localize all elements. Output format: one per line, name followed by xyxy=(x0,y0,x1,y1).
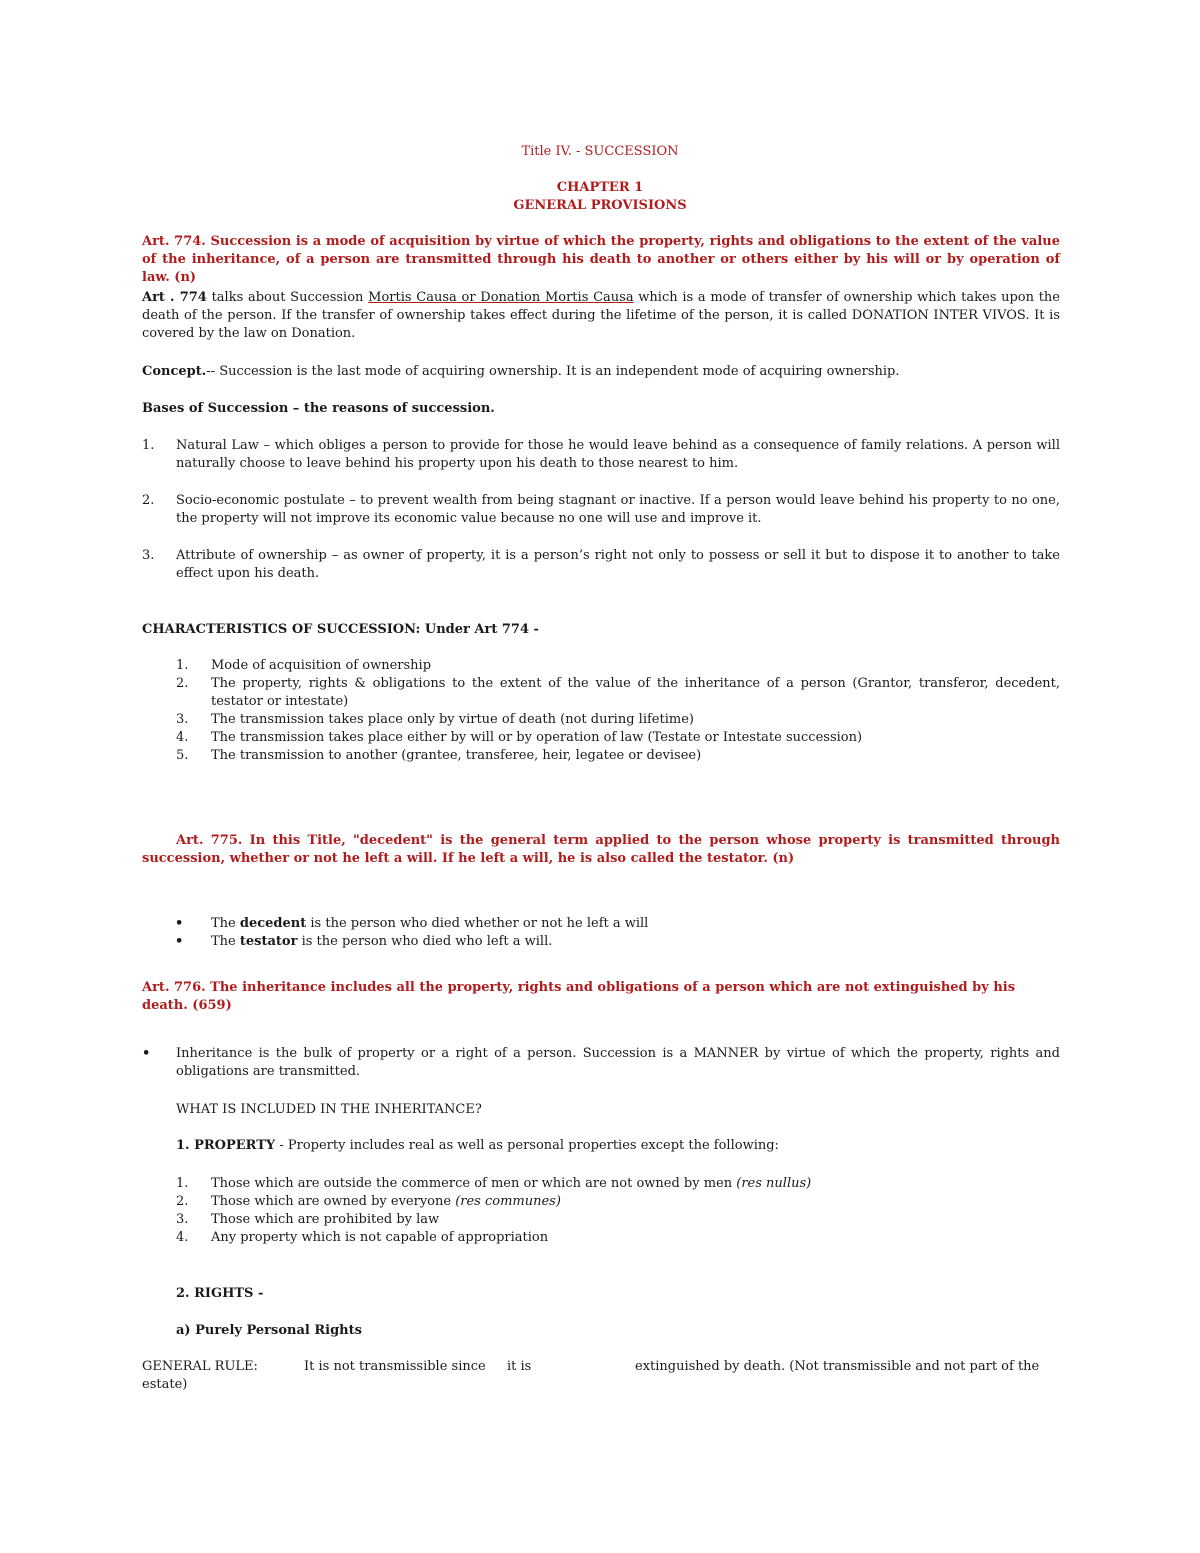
bases-item-number: 3. xyxy=(142,548,155,563)
included-heading: WHAT IS INCLUDED IN THE INHERITANCE? xyxy=(176,1102,482,1117)
testator-term: testator xyxy=(239,934,298,949)
bullet-icon: • xyxy=(175,934,184,949)
property-exceptions-list xyxy=(142,1175,1060,1247)
characteristics-list xyxy=(142,657,1060,765)
rights-heading: 2. RIGHTS - xyxy=(176,1286,264,1301)
donation-mortis-causa-term: Donation Mortis Causa xyxy=(480,290,634,305)
list-item: 4. The transmission takes place either by will or by operation of law (Testate or Intestate succession) xyxy=(176,730,863,745)
list-item: 3. Those which are prohibited by law xyxy=(176,1212,440,1227)
list-item: • The testator is the person who died who left a will. xyxy=(175,934,553,949)
article-775-bullets xyxy=(142,915,1060,951)
general-rule-text: It is not transmissible since xyxy=(304,1359,486,1374)
chapter-number: CHAPTER 1 xyxy=(556,180,644,195)
bases-item xyxy=(142,437,1060,473)
mortis-causa-term: Mortis Causa xyxy=(368,290,457,305)
bases-item-number: 2. xyxy=(142,493,155,508)
list-item: 1. Mode of acquisition of ownership xyxy=(176,658,432,673)
general-rule-text: extinguished by death. (Not transmissible and not part of the xyxy=(635,1359,1040,1374)
article-775: Art. 775. In this Title, "decedent" is the general term applied to the person whose property is transmitted through succession, whether or not he left a will. If he left a will, he is also called the testator. (n) xyxy=(142,833,1060,866)
personal-rights-heading: a) Purely Personal Rights xyxy=(176,1323,362,1338)
document-title: Title IV. - SUCCESSION xyxy=(521,144,679,159)
bases-item-text: Socio-economic postulate – to prevent wealth from being stagnant or inactive. If a person would leave behind his property to no one, the property will not improve its economic value because no one will use and improve it. xyxy=(176,493,1060,526)
list-item: 3. The transmission takes place only by virtue of death (not during lifetime) xyxy=(176,712,694,727)
concept-label: Concept. xyxy=(142,364,207,379)
bases-item-text: Natural Law – which obliges a person to provide for those he would leave behind as a consequence of family relations. A person will naturally choose to leave behind his property upon his death to those nearest to him. xyxy=(176,438,1060,471)
inheritance-bullet: • Inheritance is the bulk of property or a right of a person. Succession is a MANNER by virtue of which the property, rights and obligations are transmitted. xyxy=(142,1046,1060,1079)
bases-item xyxy=(142,492,1060,528)
bullet-icon: • xyxy=(142,1046,151,1061)
general-rule-continuation: estate) xyxy=(142,1377,188,1392)
general-rule-row xyxy=(142,1358,1060,1376)
property-paragraph: 1. PROPERTY - Property includes real as well as personal properties except the following: xyxy=(176,1138,779,1153)
article-776: Art. 776. The inheritance includes all the property, rights and obligations of a person which are not extinguished by his death. (659) xyxy=(142,980,1016,1013)
bases-item xyxy=(142,547,1060,583)
property-label: 1. PROPERTY xyxy=(176,1138,276,1153)
concept-paragraph: Concept.-- Succession is the last mode of acquiring ownership. It is an independent mode of acquiring ownership. xyxy=(142,364,900,379)
article-774-commentary: Art . 774 talks about Succession Mortis Causa or Donation Mortis Causa which is a mode of transfer of ownership which takes upon the death of the person. If the transfer of ownership takes effect during the lifetime of the person, it is called DONATION INTER VIVOS. It is covered by the law on Donation. xyxy=(142,290,1060,341)
general-rule-label: GENERAL RULE: xyxy=(142,1359,258,1374)
list-item: 5. The transmission to another (grantee, transferee, heir, legatee or devisee) xyxy=(176,748,702,763)
bullet-icon: • xyxy=(175,916,184,931)
article-774: Art. 774. Succession is a mode of acquisition by virtue of which the property, rights and obligations to the extent of the value of the inheritance, of a person are transmitted through his death to another or others either by his will or by operation of law. (n) xyxy=(142,234,1060,285)
list-item: 1. Those which are outside the commerce of men or which are not owned by men (res nullus) xyxy=(176,1176,812,1191)
bases-item-text: Attribute of ownership – as owner of property, it is a person’s right not only to possess or sell it but to dispose it to another to take effect upon his death. xyxy=(176,548,1060,581)
bases-heading: Bases of Succession – the reasons of succession. xyxy=(142,401,495,416)
list-item: 2. The property, rights & obligations to the extent of the value of the inheritance of a person (Grantor, transferor, decedent, testator or intestate) xyxy=(176,676,1060,709)
chapter-name: GENERAL PROVISIONS xyxy=(513,198,687,213)
list-item: 2. Those which are owned by everyone (res communes) xyxy=(176,1194,561,1209)
bases-item-number: 1. xyxy=(142,438,155,453)
list-item: • The decedent is the person who died whether or not he left a will xyxy=(175,916,649,931)
characteristics-heading: CHARACTERISTICS OF SUCCESSION: Under Art 774 - xyxy=(142,622,539,637)
general-rule-text: it is xyxy=(507,1359,532,1374)
article-774-ref: Art . 774 xyxy=(142,290,207,305)
decedent-term: decedent xyxy=(239,916,307,931)
list-item: 4. Any property which is not capable of appropriation xyxy=(176,1230,549,1245)
